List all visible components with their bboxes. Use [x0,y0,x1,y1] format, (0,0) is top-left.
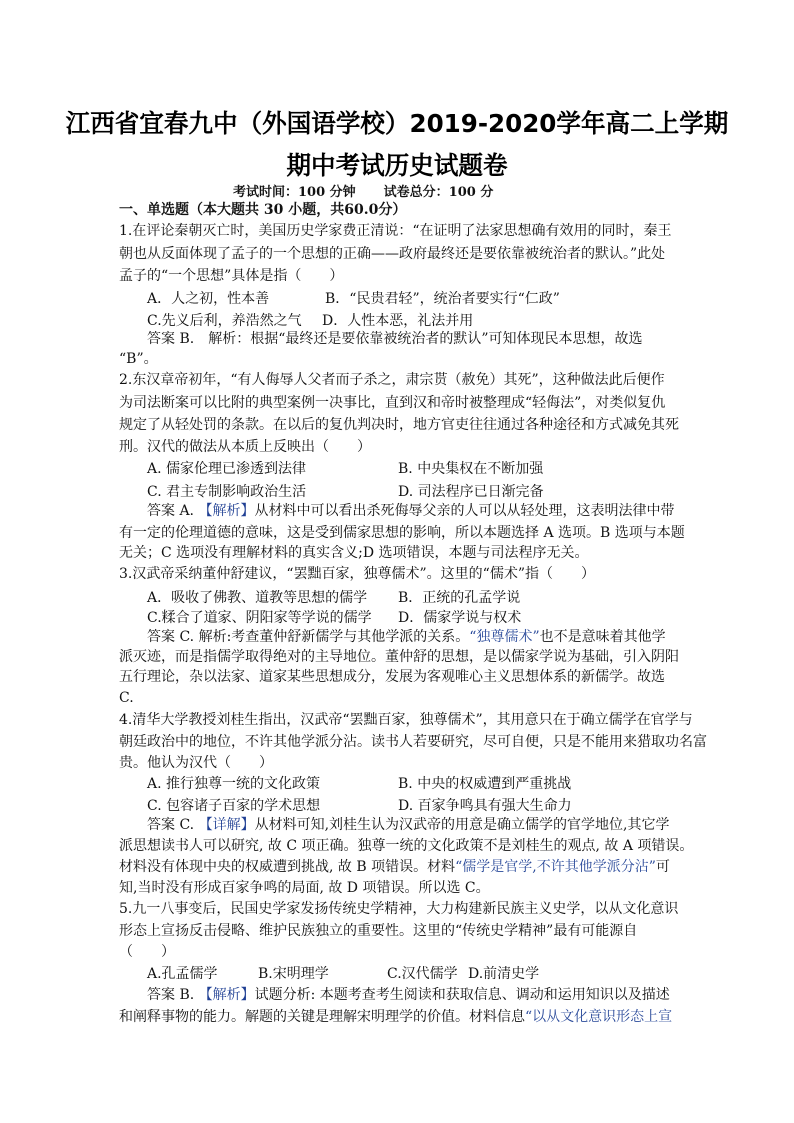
q2-option-b: B. 中央集权在不断加强 [398,461,544,477]
q3-answer-text-1a: 答案 C. 解析:考查董仲舒新儒学与其他学派的关系。 [147,629,470,645]
q2-stem-3: 规定了从轻处罚的条款。在以后的复仇判决时，地方官吏往往通过各种途径和方式减免其死 [119,417,679,433]
q5-answer-quote: “以从文化意识形态上宣 [525,1009,673,1025]
q1-stem-2: 朝也从反面体现了孟子的一个思想的正确——政府最终还是要依靠被统治者的默认。”此处 [119,246,666,262]
q5-option-d: D.前清史学 [468,966,540,982]
q3-answer-quote: “独尊儒术” [469,629,540,645]
q4-option-c: C. 包容诸子百家的学术思想 [147,798,321,814]
q1-stem-3: 孟子的“一个思想”具体是指（ ） [119,268,344,284]
q4-answer-text-3a: 材料没有体现中央的权威遭到挑战, 故 B 项错误。材料 [119,859,456,875]
q2-option-c: C. 君主专制影响政治生活 [147,484,307,500]
q3-option-a: A．吸收了佛教、道教等思想的儒学 [147,590,368,606]
q2-answer-lead: 答案 A. [147,503,199,519]
q3-option-d: D．儒家学说与权术 [398,610,522,626]
q4-answer-text-3c: 可 [655,859,670,875]
q4-option-a: A. 推行独尊一统的文化政策 [147,776,321,792]
exam-meta [233,181,493,200]
q4-answer-3 [119,857,670,877]
q4-answer-tag: 【详解】 [198,817,255,833]
q5-option-c: C.汉代儒学 [387,966,458,982]
q4-answer-quote: “儒学是官学,不许其他学派分沾” [455,859,656,875]
q3-option-c: C.糅合了道家、阴阳家等学说的儒学 [147,610,372,626]
q2-option-a: A. 儒家伦理已渗透到法律 [147,461,307,477]
q4-stem-1: 4.清华大学教授刘桂生指出，汉武帝“罢黜百家，独尊儒术”，其用意只在于确立儒学在官学与 [119,712,693,728]
q5-option-b: B.宋明理学 [258,966,329,982]
q3-answer-4: C. [119,690,134,706]
q5-stem-3: （ ） [119,944,175,960]
q2-answer-text-1: 从材料中可以看出杀死侮辱父亲的人可以从轻处理，这表明法律中带 [254,503,675,519]
q5-answer-1 [147,985,670,1005]
q2-answer-3: 无关；C 选项没有理解材料的真实含义;D 选项错误，本题与司法程序无关。 [119,545,589,561]
q1-stem-1: 1.在评论秦朝灭亡时，美国历史学家费正清说：“在证明了法家思想确有效用的同时，秦王 [119,223,672,239]
q1-option-d: D．人性本恶，礼法并用 [322,313,474,329]
q1-option-c: C.先义后利，养浩然之气 [147,313,302,329]
q1-option-b: B．“民贵君轻”，统治者要实行“仁政” [325,291,560,307]
q4-answer-4: 知,当时没有形成百家争鸣的局面, 故 D 项错误。所以选 C。 [119,880,490,896]
q2-answer-1 [147,501,674,521]
q3-answer-text-1c: 也不是意味着其他学 [539,629,666,645]
q1-answer-1: 答案 B. 解析：根据“最终还是要依靠被统治者的默认”可知体现民本思想，故选 [147,331,643,347]
q5-answer-text-2: 和阐释事物的能力。解题的关键是理解宋明理学的价值。材料信息 [119,1009,525,1025]
q5-stem-2: 形态上宣扬反击侵略、维护民族独立的重要性。这里的“传统史学精神”最有可能源自 [119,923,638,939]
q4-stem-3: 贵。他认为汉代（ ） [119,755,273,771]
q3-answer-3: 五行理论，杂以法家、道家某些思想成分，发展为客观唯心主义思想体系的新儒学。故选 [119,669,665,685]
q2-stem-4: 刑。汉代的做法从本质上反映出（ ） [119,439,371,455]
q4-answer-lead: 答案 C. [147,817,199,833]
section-heading: 一、单选题（本大题共 30 小题，共60.0分） [119,202,407,218]
q1-option-a: A．人之初，性本善 [147,291,270,307]
q2-stem-1: 2.东汉章帝初年，“有人侮辱人父者而子杀之，肃宗贳（赦免）其死”，这种做法此后便作 [119,372,665,388]
q4-option-d: D. 百家争鸣具有强大生命力 [398,798,572,814]
q5-option-a: A.孔孟儒学 [147,966,218,982]
doc-title-line2: 期中考试历史试题卷 [286,151,508,180]
q2-answer-2: 有一定的伦理道德的意味，这是受到儒家思想的影响，所以本题选择 A 选项。B 选项与本题 [119,525,685,541]
q4-stem-2: 朝廷政治中的地位，不许其他学派分沾。读书人若要研究，尽可自便，只是不能用来猎取功名富 [119,734,707,750]
q4-answer-2: 派思想读书人可以研究, 故 C 项正确。独尊一统的文化政策不是刘桂生的观点, 故 A 项错误。 [119,838,694,854]
q5-answer-2 [119,1007,672,1027]
q3-stem-1: 3.汉武帝采纳董仲舒建议，“罢黜百家，独尊儒术”。这里的“儒术”指（ ） [119,566,595,582]
q1-answer-2: “B”。 [119,351,158,367]
q3-option-b: B．正统的孔孟学说 [398,590,521,606]
q4-answer-text-1: 从材料可知,刘桂生认为汉武帝的用意是确立儒学的官学地位,其它学 [254,817,670,833]
q3-answer-1 [147,627,666,647]
q2-answer-tag: 【解析】 [198,503,255,519]
q2-stem-2: 为司法断案可以比附的典型案例一决事比，直到汉和帝时被整理成“轻侮法”，对类似复仇 [119,395,666,411]
q5-answer-text-1: 试题分析: 本题考查考生阅读和获取信息、调动和运用知识以及描述 [254,987,670,1003]
doc-title-line1: 江西省宜春九中（外国语学校）2019-2020学年高二上学期 [65,109,729,138]
exam-time: 考试时间：100 分钟 [233,185,356,200]
q3-answer-2: 派灭迹，而是指儒学取得绝对的主导地位。董仲舒的思想，是以儒家学说为基础，引入阴阳 [119,649,679,665]
q5-stem-1: 5.九一八事变后，民国史学家发扬传统史学精神，大力构建新民族主义史学，以从文化意识 [119,901,679,917]
total-score: 试卷总分：100 分 [383,185,494,200]
q5-answer-lead: 答案 B. [147,987,199,1003]
q5-answer-tag: 【解析】 [198,987,255,1003]
q4-option-b: B. 中央的权威遭到严重挑战 [398,776,572,792]
q2-option-d: D. 司法程序已日渐完备 [398,484,544,500]
q4-answer-1 [147,815,669,835]
